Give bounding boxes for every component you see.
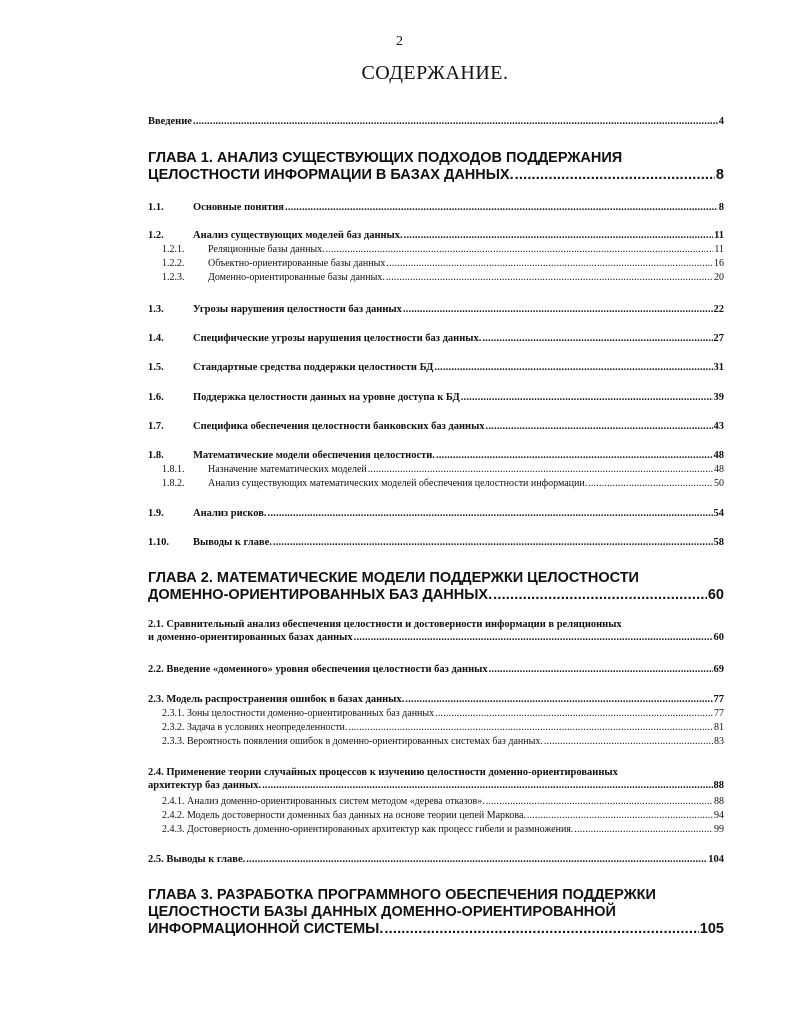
- toc-page: 60: [713, 632, 724, 643]
- leader-dots: [273, 537, 713, 549]
- toc-page: 48: [714, 464, 724, 475]
- chapter-2-heading: [148, 570, 724, 604]
- toc-label: Поддержка целостности данных на уровне доступа к БД: [193, 392, 460, 403]
- page-title: СОДЕРЖАНИЕ.: [361, 62, 509, 84]
- toc-label: 2.3.1. Зоны целостности доменно-ориентированных баз данных: [162, 708, 435, 719]
- leader-dots: [405, 694, 712, 706]
- toc-entry-2-3-2: [162, 720, 724, 734]
- toc-num: 1.2.3.: [162, 272, 185, 283]
- toc-page: 99: [714, 824, 724, 835]
- toc-entry-intro: [148, 114, 724, 128]
- leader-dots: [348, 722, 713, 734]
- toc-num: 1.1.: [148, 202, 164, 213]
- toc-page: 27: [713, 333, 724, 344]
- chapter-3-page: 105: [699, 921, 724, 937]
- toc-page: 77: [714, 708, 724, 719]
- toc-label: Объектно-ориентированные базы данных: [208, 258, 386, 269]
- leader-dots: [404, 230, 713, 242]
- toc-entry-2-4: [148, 766, 724, 792]
- toc-label: Стандартные средства поддержки целостности БД: [193, 362, 434, 373]
- toc-page: 11: [714, 230, 724, 241]
- leader-dots: [461, 392, 713, 404]
- leader-dots: [386, 272, 713, 284]
- leader-dots: [386, 258, 713, 270]
- toc-entry-1-2-3: [162, 270, 724, 284]
- leader-dots: [486, 796, 713, 808]
- toc-num: 1.9.: [148, 508, 164, 519]
- toc-label: Выводы к главе.: [193, 537, 272, 548]
- toc-entry-1-7: [148, 419, 724, 433]
- toc-num: 1.2.2.: [162, 258, 185, 269]
- toc-page: 8: [718, 202, 724, 213]
- toc-num: 1.7.: [148, 421, 164, 432]
- toc-entry-1-2-2: [162, 256, 724, 270]
- toc-label: Угрозы нарушения целостности баз данных: [193, 304, 402, 315]
- leader-dots: [285, 202, 718, 214]
- toc-page: 11: [714, 244, 724, 255]
- chapter-3-line2: ЦЕЛОСТНОСТИ БАЗЫ ДАННЫХ ДОМЕННО-ОРИЕНТИРОВАННОЙ: [148, 904, 616, 920]
- toc-entry-2-3: [148, 692, 724, 706]
- toc-entry-1-1: [148, 200, 724, 214]
- chapter-3-heading: [148, 887, 724, 938]
- toc-num: 1.8.1.: [162, 464, 185, 475]
- toc-page: 94: [714, 810, 724, 821]
- toc-page: 88: [714, 796, 724, 807]
- toc-page: 31: [713, 362, 724, 373]
- toc-page: 58: [713, 537, 724, 548]
- toc-label: 2.4.2. Модель достоверности доменных баз данных на основе теории цепей Маркова.: [162, 810, 526, 821]
- toc-entry-2-4-2: [162, 808, 724, 822]
- leader-dots: [489, 664, 713, 676]
- leader-dots: [435, 708, 713, 720]
- toc-entry-2-2: [148, 662, 724, 676]
- leader-dots: [574, 824, 713, 836]
- toc-page: 22: [713, 304, 724, 315]
- toc-label: Анализ существующих моделей баз данных.: [193, 230, 403, 241]
- leader-dots: [268, 508, 713, 520]
- toc-label: Введение: [148, 116, 192, 127]
- toc-label: 2.3. Модель распространения ошибок в базах данных.: [148, 694, 405, 705]
- toc-label: Назначение математических моделей: [208, 464, 367, 475]
- toc-num: 1.8.2.: [162, 478, 185, 489]
- toc-entry-1-5: [148, 360, 724, 374]
- toc-entry-1-3: [148, 302, 724, 316]
- toc-page: 4: [718, 116, 724, 127]
- toc-num: 1.8.: [148, 450, 164, 461]
- leader-dots: [246, 854, 707, 866]
- toc-label: 2.5. Выводы к главе.: [148, 854, 246, 865]
- chapter-2-page: 60: [707, 587, 724, 603]
- chapter-3-line3: ИНФОРМАЦИОННОЙ СИСТЕМЫ.: [148, 921, 384, 937]
- toc-entry-2-4-1: [162, 794, 724, 808]
- leader-dots: [486, 421, 713, 433]
- leader-dots: [493, 587, 707, 604]
- toc-page: 50: [714, 478, 724, 489]
- toc-page: 83: [714, 736, 724, 747]
- toc-entry-1-4: [148, 331, 724, 345]
- chapter-1-line1: ГЛАВА 1. АНАЛИЗ СУЩЕСТВУЮЩИХ ПОДХОДОВ ПОДДЕРЖАНИЯ: [148, 150, 623, 166]
- toc-label: Анализ существующих математических моделей обеспечения целостности информации.: [208, 478, 588, 489]
- toc-label-line1: 2.1. Сравнительный анализ обеспечения целостности и достоверности информации в реляционных: [148, 619, 622, 630]
- toc-entry-1-8: [148, 448, 724, 462]
- toc-label: Специфика обеспечения целостности банковских баз данных: [193, 421, 485, 432]
- toc-page: 81: [714, 722, 724, 733]
- toc-label: 2.3.3. Вероятность появления ошибок в доменно-ориентированных системах баз данных.: [162, 736, 543, 747]
- toc-num: 1.4.: [148, 333, 164, 344]
- toc-label: Реляционные базы данных.: [208, 244, 325, 255]
- toc-entry-1-8-1: [162, 462, 724, 476]
- toc-entry-2-4-3: [162, 822, 724, 836]
- toc-entry-1-6: [148, 390, 724, 404]
- toc-label: Основные понятия: [193, 202, 284, 213]
- toc-page: 16: [714, 258, 724, 269]
- toc-num: 1.5.: [148, 362, 164, 373]
- leader-dots: [544, 736, 713, 748]
- toc-label-line2: архитектур баз данных.: [148, 780, 262, 791]
- toc-label: Анализ рисков.: [193, 508, 267, 519]
- toc-entry-2-1: [148, 618, 724, 644]
- leader-dots: [588, 478, 713, 490]
- toc-label-line2: и доменно-ориентированных базах данных: [148, 632, 353, 643]
- toc-page: 39: [713, 392, 724, 403]
- chapter-1-heading: [148, 150, 724, 184]
- toc-label: 2.4.3. Достоверность доменно-ориентированных архитектур как процесс гибели и размножения.: [162, 824, 574, 835]
- toc-label: 2.3.2. Задача в условиях неопределенности.: [162, 722, 348, 733]
- chapter-2-line2: ДОМЕННО-ОРИЕНТИРОВАННЫХ БАЗ ДАННЫХ.: [148, 587, 493, 603]
- toc-label: Специфические угрозы нарушения целостности баз данных.: [193, 333, 482, 344]
- toc-entry-1-8-2: [162, 476, 724, 490]
- leader-dots: [482, 333, 712, 345]
- chapter-1-line2: ЦЕЛОСТНОСТИ ИНФОРМАЦИИ В БАЗАХ ДАННЫХ.: [148, 167, 514, 183]
- chapter-2-line1: ГЛАВА 2. МАТЕМАТИЧЕСКИЕ МОДЕЛИ ПОДДЕРЖКИ ЦЕЛОСТНОСТИ: [148, 570, 639, 586]
- toc-label: 2.4.1. Анализ доменно-ориентированных систем методом «дерева отказов».: [162, 796, 485, 807]
- toc-num: 1.6.: [148, 392, 164, 403]
- toc-entry-1-9: [148, 506, 724, 520]
- leader-dots: [193, 116, 718, 128]
- toc-num: 1.2.1.: [162, 244, 185, 255]
- toc-label: Математические модели обеспечения целостности.: [193, 450, 435, 461]
- leader-dots: [434, 362, 712, 374]
- leader-dots: [436, 450, 713, 462]
- leader-dots: [403, 304, 713, 316]
- leader-dots: [354, 631, 713, 643]
- leader-dots: [384, 921, 698, 938]
- toc-num: 1.3.: [148, 304, 164, 315]
- toc-page: 20: [714, 272, 724, 283]
- toc-page: 48: [713, 450, 724, 461]
- toc-page: 43: [713, 421, 724, 432]
- toc-page: 69: [713, 664, 724, 675]
- toc-num: 1.2.: [148, 230, 164, 241]
- chapter-1-page: 8: [715, 167, 724, 183]
- toc-page: 54: [713, 508, 724, 519]
- leader-dots: [368, 464, 713, 476]
- toc-entry-1-2: [148, 228, 724, 242]
- chapter-3-line1: ГЛАВА 3. РАЗРАБОТКА ПРОГРАММНОГО ОБЕСПЕЧЕНИЯ ПОДДЕРЖКИ: [148, 887, 656, 903]
- leader-dots: [262, 779, 712, 791]
- toc-num: 1.10.: [148, 537, 169, 548]
- leader-dots: [326, 244, 714, 256]
- toc-label-line1: 2.4. Применение теории случайных процессов к изучению целостности доменно-ориентированных: [148, 767, 618, 778]
- leader-dots: [515, 167, 715, 184]
- toc-entry-1-2-1: [162, 242, 724, 256]
- toc-entry-2-3-1: [162, 706, 724, 720]
- toc-page: 88: [713, 780, 724, 791]
- page-number: 2: [396, 34, 403, 49]
- toc-entry-2-5: [148, 852, 724, 866]
- leader-dots: [527, 810, 713, 822]
- toc-label: Доменно-ориентированные базы данных.: [208, 272, 385, 283]
- toc-entry-1-10: [148, 535, 724, 549]
- toc-label: 2.2. Введение «доменного» уровня обеспечения целостности баз данных: [148, 664, 488, 675]
- toc-page: 104: [708, 854, 724, 865]
- toc-entry-2-3-3: [162, 734, 724, 748]
- toc-page: 77: [713, 694, 724, 705]
